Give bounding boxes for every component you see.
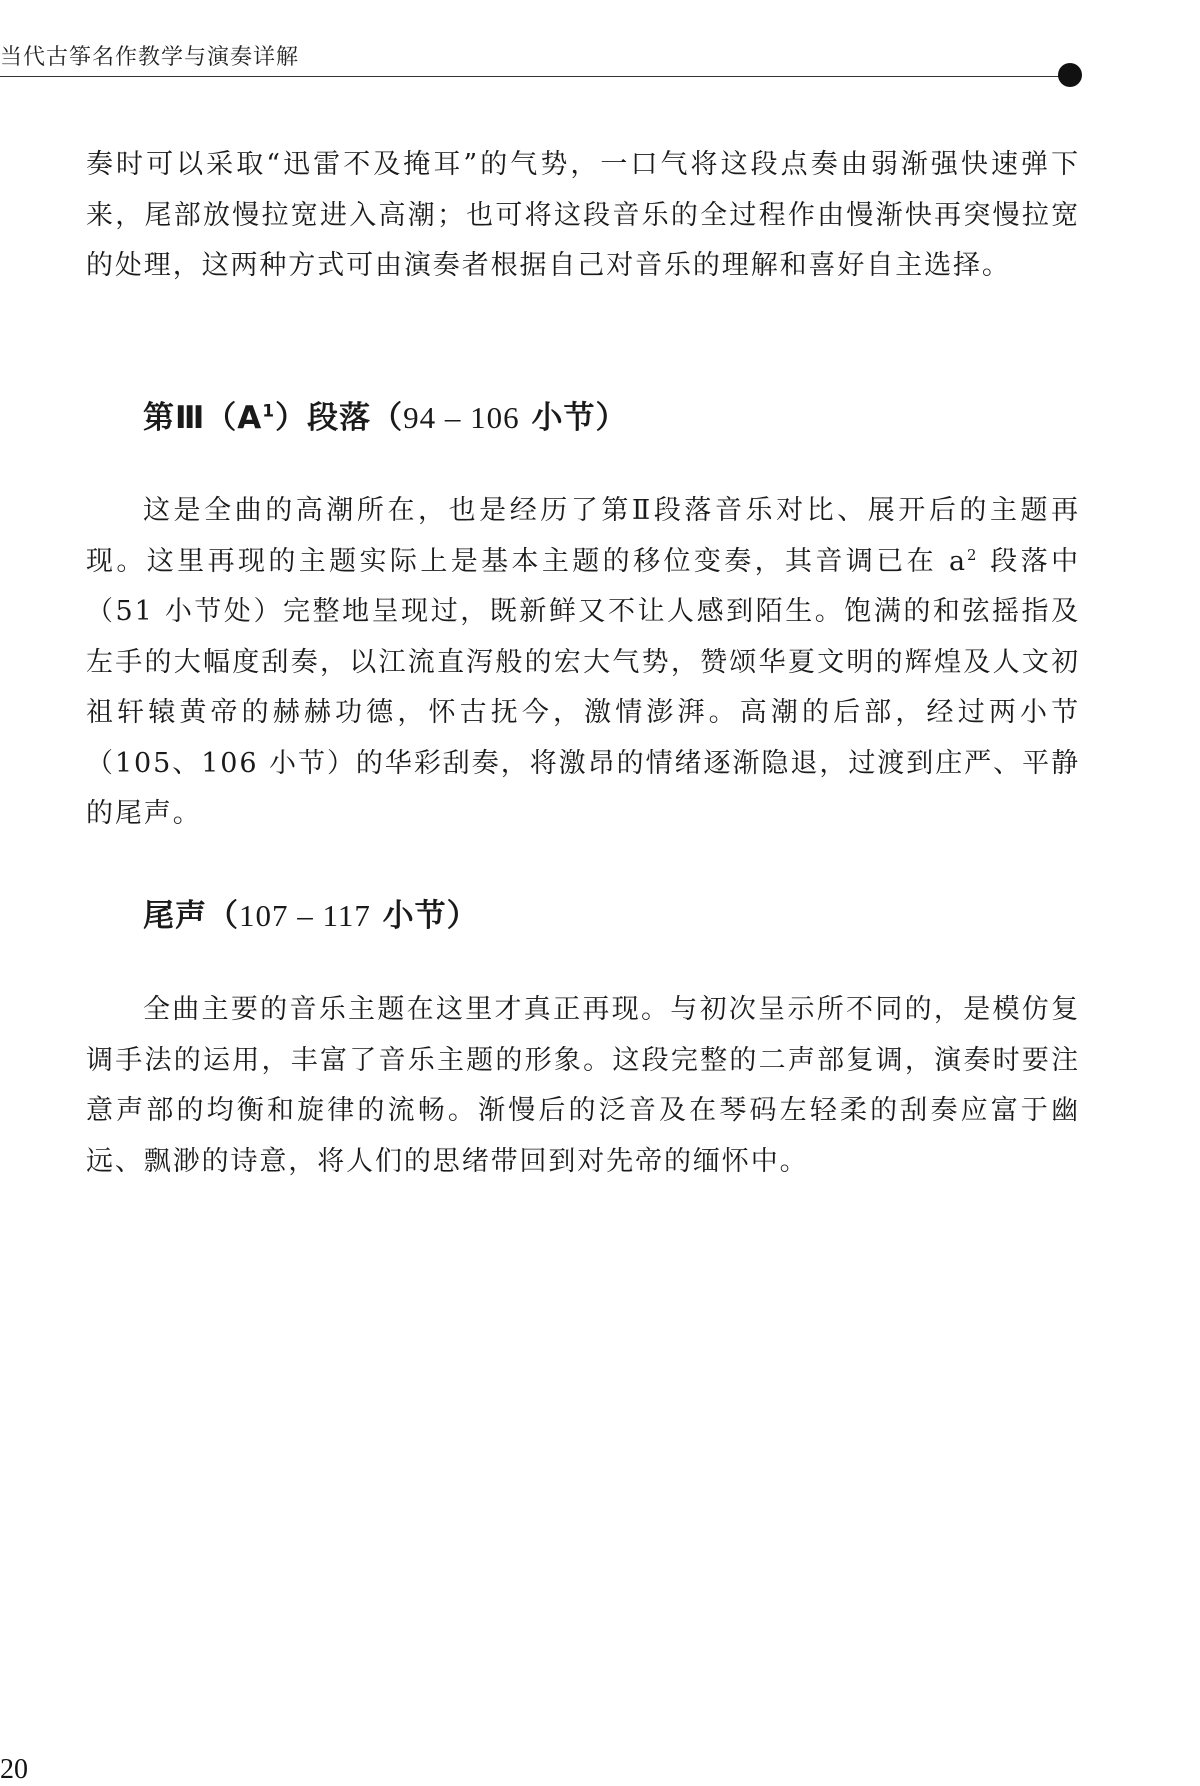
section-3-paragraph-part2: 段落中（51 小节处）完整地呈现过，既新鲜又不让人感到陌生。饱满的和弦摇指及左手的大幅度刮奏，以江流直泻般的宏大气势，赞颂华夏文明的辉煌及人文初祖轩辕黄帝的赫赫功德，怀古抚今，激情澎湃。高潮的后部，经过两小节（105、106 小节）的华彩刮奏，将激昂的情绪逐渐隐退，过渡到庄严、平静的尾声。 [86, 545, 1080, 829]
coda-heading-prefix: 尾声（ [143, 898, 239, 934]
section-3-heading-superscript: 1 [262, 401, 276, 422]
coda-heading-suffix: 小节） [370, 898, 479, 934]
coda-paragraph: 全曲主要的音乐主题在这里才真正再现。与初次呈示所不同的，是模仿复调手法的运用，丰富了音乐主题的形象。这段完整的二声部复调，演奏时要注意声部的均衡和旋律的流畅。渐慢后的泛音及在琴码左轻柔的刮奏应富于幽远、飘渺的诗意，将人们的思绪带回到对先帝的缅怀中。 [86, 994, 1080, 1177]
coda-heading [143, 890, 479, 935]
section-3-heading [143, 392, 627, 437]
section-3-paragraph-part1: 这是全曲的高潮所在，也是经历了第Ⅱ段落音乐对比、展开后的主题再现。这里再现的主题实际上是基本主题的移位变奏，其音调已在 a [86, 495, 1080, 577]
coda-heading-range: 107 – 117 [239, 898, 371, 933]
continuation-paragraph: 奏时可以采取“迅雷不及掩耳”的气势，一口气将这段点奏由弱渐强快速弹下来，尾部放慢拉宽进入高潮；也可将这段音乐的全过程作由慢渐快再突慢拉宽的处理，这两种方式可由演奏者根据自己对音乐的理解和喜好自主选择。 [86, 149, 1080, 281]
header-rule [0, 76, 1070, 77]
section-3-heading-prefix: 第Ⅲ（A [143, 400, 263, 436]
section-3-heading-mid: ）段落（ [275, 400, 404, 436]
section-3-paragraph [86, 486, 1080, 840]
page-number: 20 [0, 1754, 28, 1785]
section-3-paragraph-superscript: 2 [966, 545, 979, 564]
section-3-heading-range: 94 – 106 [403, 400, 520, 435]
header-bullet-dot [1058, 63, 1082, 87]
running-header-title: 当代古筝名作教学与演奏详解 [0, 45, 300, 70]
section-3-heading-suffix: 小节） [519, 400, 628, 436]
